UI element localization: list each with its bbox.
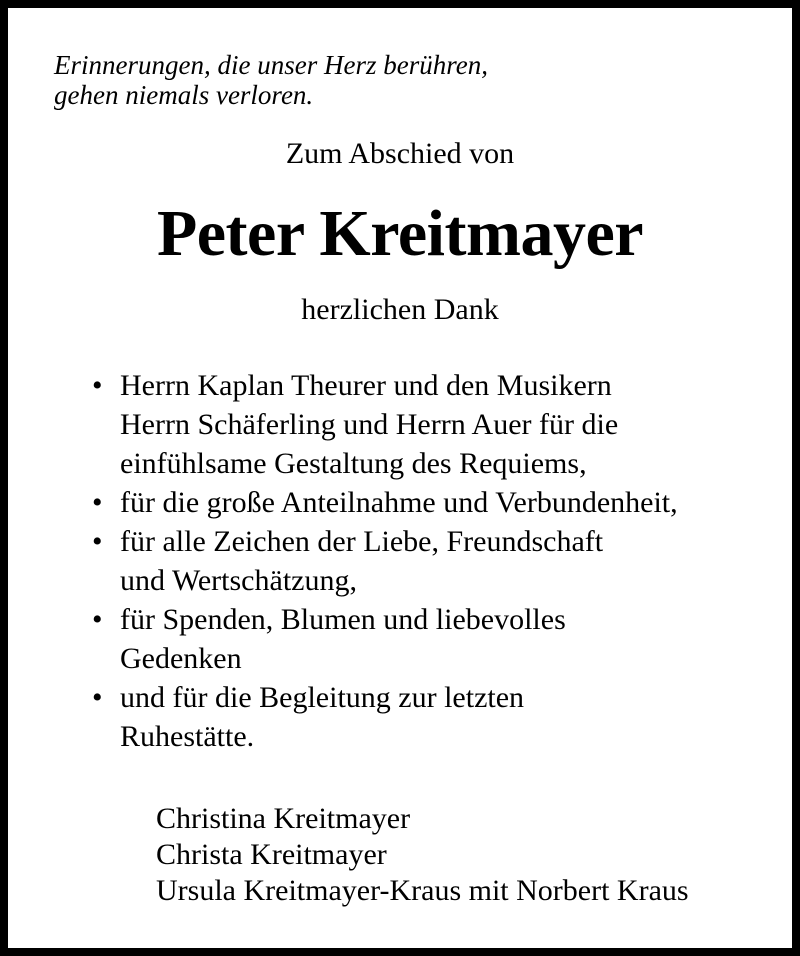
list-item — [92, 678, 772, 756]
list-item — [92, 483, 772, 522]
list-item-line: Herrn Schäferling und Herrn Auer für die — [120, 408, 619, 441]
list-item — [92, 600, 772, 678]
signer-name: Ursula Kreitmayer-Kraus mit Norbert Kraus — [156, 874, 689, 907]
list-item-line: und für die Begleitung zur letzten — [120, 681, 525, 714]
bullet-icon: • — [92, 603, 103, 636]
list-item-line: und Wertschätzung, — [120, 564, 357, 597]
thanks-heading: herzlichen Dank — [301, 293, 499, 326]
bullet-icon: • — [92, 681, 103, 714]
list-item — [92, 366, 772, 483]
motto-quote — [54, 50, 754, 110]
list-item-line: Gedenken — [120, 642, 242, 675]
motto-line: gehen niemals verloren. — [54, 80, 314, 110]
deceased-name: Peter Kreitmayer — [156, 197, 644, 270]
signer-name: Christina Kreitmayer — [156, 802, 411, 835]
signer-name: Christa Kreitmayer — [156, 838, 387, 871]
list-item-line: für Spenden, Blumen und liebevolles — [120, 603, 566, 636]
list-item-line: Herrn Kaplan Theurer und den Musikern — [120, 369, 612, 402]
list-item-line: für die große Anteilnahme und Verbundenheit, — [120, 486, 678, 519]
signers-block — [156, 801, 776, 909]
list-item-line: einfühlsame Gestaltung des Requiems, — [120, 447, 587, 480]
motto-line: Erinnerungen, die unser Herz berühren, — [54, 50, 488, 80]
list-item-line: Ruhestätte. — [120, 720, 255, 753]
bullet-icon: • — [92, 525, 103, 558]
thanks-list — [92, 366, 772, 756]
bullet-icon: • — [92, 369, 103, 402]
bullet-icon: • — [92, 486, 103, 519]
list-item-line: für alle Zeichen der Liebe, Freundschaft — [120, 525, 604, 558]
list-item — [92, 522, 772, 600]
farewell-intro: Zum Abschied von — [285, 137, 515, 170]
